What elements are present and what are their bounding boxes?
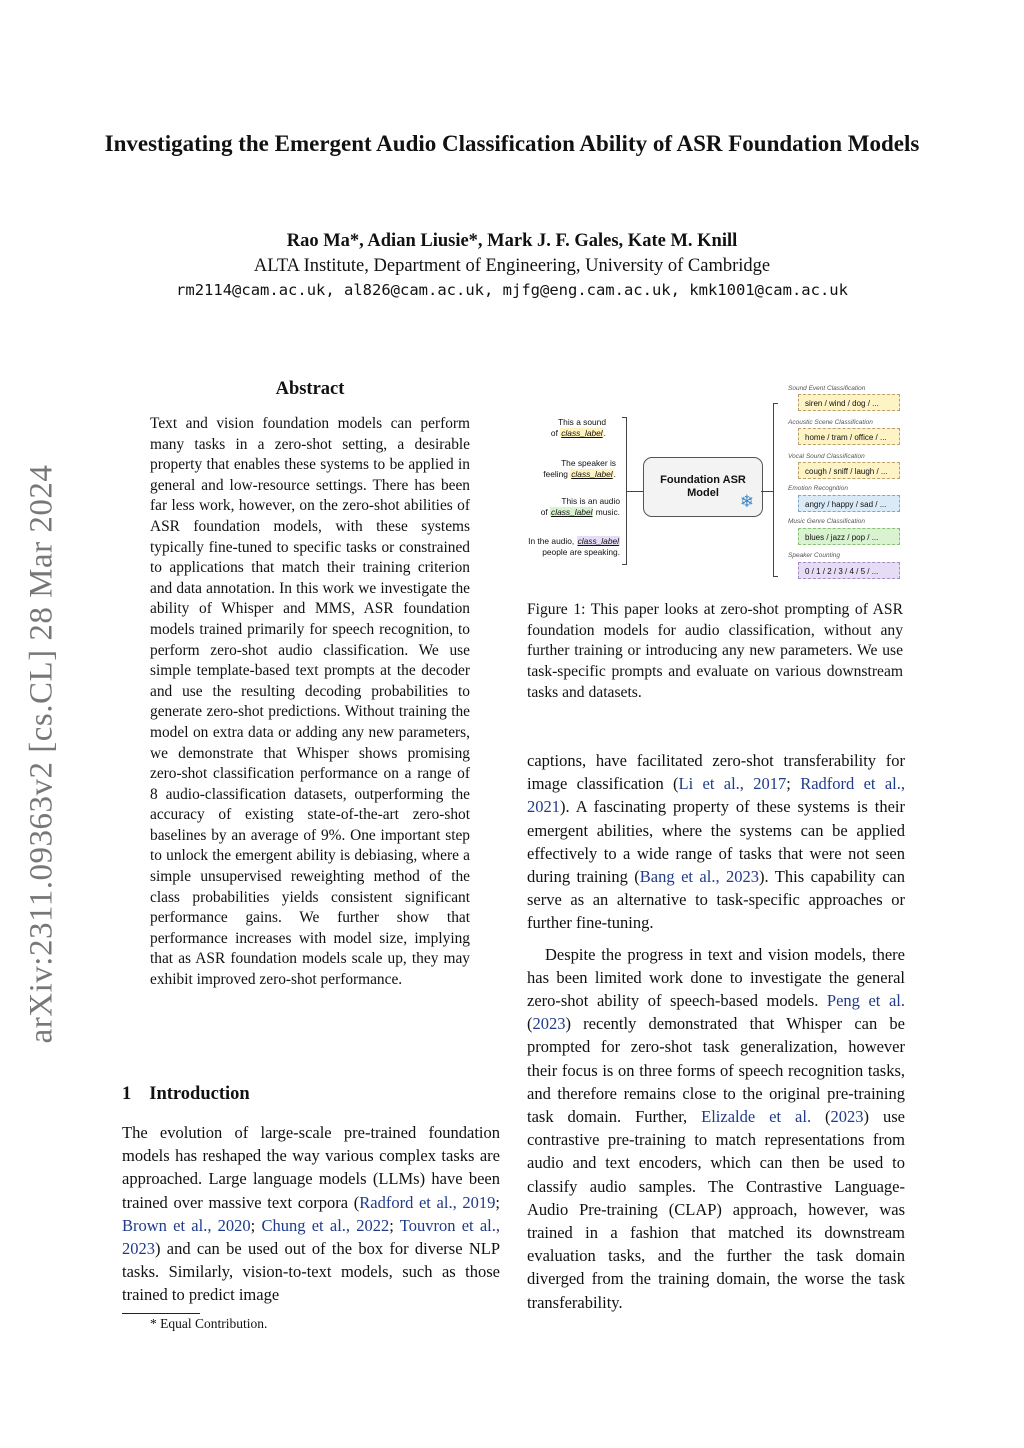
prompt-line: This is an audio xyxy=(561,496,620,506)
text-run: The evolution of large-scale pre-trained foundation models has reshaped the way various complex tasks are approached. Large language models (LLMs) have been trained over massive text corpora ( xyxy=(122,1123,500,1212)
paragraph xyxy=(527,943,905,1314)
citation-link[interactable]: 2023 xyxy=(830,1107,864,1127)
section-number: 1 xyxy=(122,1084,132,1104)
prompt-line: music. xyxy=(593,506,620,517)
citation-link[interactable]: Brown et al., 2020 xyxy=(122,1215,251,1235)
class-label-highlight: class_label xyxy=(571,468,613,479)
prompt-line: In the audio, xyxy=(528,536,577,546)
prompt-line: This a sound xyxy=(558,417,606,427)
prompt-line: feeling xyxy=(543,468,571,479)
text-run: ) use contrastive pre-training to match representations from audio and text encoders, which can then be used to classify audio samples. The Contrastive Language-Audio Pre-training (CLAP) approach, however, was trained in a fashion that matched its downstream evaluation tasks, and the further the task domain diverged from the training domain, the worse the task transferability. xyxy=(527,1107,906,1312)
citation-link[interactable]: 2023 xyxy=(532,1014,566,1034)
author-list: Rao Ma*, Adian Liusie*, Mark J. F. Gales, Kate M. Knill xyxy=(286,231,738,251)
text-run: ( xyxy=(527,1014,533,1034)
prompt-line: people are speaking. xyxy=(542,546,620,557)
prompt-line: . xyxy=(613,468,616,479)
citation-link[interactable]: Li et al., 2017 xyxy=(678,774,787,794)
class-label-highlight: class_label xyxy=(561,427,603,438)
task-name: Music Genre Classification xyxy=(788,518,865,525)
text-run: ; xyxy=(786,774,801,794)
arxiv-stamp-text: arXiv:2311.09363v2 [cs.CL] 28 Mar 2024 xyxy=(23,464,60,1044)
citation-link[interactable]: Radford et al., 2021 xyxy=(527,774,905,817)
prompt-line: The speaker is xyxy=(561,458,616,468)
text-run: ; xyxy=(250,1215,262,1235)
prompt-line: of xyxy=(540,506,551,517)
citation-link[interactable]: Chung et al., 2022 xyxy=(261,1215,390,1235)
task-labels-box: home / tram / office / ... xyxy=(798,428,900,445)
citation-link[interactable]: Radford et al., 2019 xyxy=(359,1192,496,1212)
text-run: ) and can be used out of the box for diverse NLP tasks. Similarly, vision-to-text models, such as those trained to predict image xyxy=(122,1239,500,1305)
foundation-model-box xyxy=(643,457,763,517)
snowflake-icon: ❄ xyxy=(739,492,754,511)
citation-link[interactable]: Bang et al., 2023 xyxy=(639,867,760,887)
task-labels-box: angry / happy / sad / ... xyxy=(798,495,900,512)
text-run: ; xyxy=(389,1215,400,1235)
right-column-text xyxy=(527,749,905,1314)
text-run: ) recently demonstrated that Whisper can be prompted for zero-shot task generalization, however their focus is on three forms of speech recognition tasks, and therefore remains close to the original pre-training task domain. Further, xyxy=(527,1014,905,1127)
task-labels-box: 0 / 1 / 2 / 3 / 4 / 5 / ... xyxy=(798,562,900,579)
section-title: Introduction xyxy=(149,1084,250,1104)
task-bracket xyxy=(773,403,778,577)
class-label-highlight: class_label xyxy=(577,536,619,546)
arxiv-stamp xyxy=(12,454,72,1054)
prompt-line: . xyxy=(603,427,606,438)
text-run: ( xyxy=(811,1107,831,1127)
paper-title: Investigating the Emergent Audio Classification Ability of ASR Foundation Models xyxy=(104,131,920,156)
prompt-text xyxy=(528,417,606,438)
figure-caption: Figure 1: This paper looks at zero-shot prompting of ASR foundation models for audio classification, without any further training or introducing any new parameters. We use task-specific prompts and evaluate on various downstream tasks and datasets. xyxy=(527,601,903,701)
citation-link[interactable]: Peng et al. xyxy=(826,991,905,1011)
citation-link[interactable]: Elizalde et al. xyxy=(701,1107,812,1127)
task-name: Speaker Counting xyxy=(788,552,841,559)
text-run: ). A fascinating property of these systems is their emergent abilities, where the systems can be applied effectively to a wide range of tasks that were not seen during training ( xyxy=(527,797,905,887)
paragraph xyxy=(527,749,905,935)
text-run: ). This capability can serve as an alternative to task-specific approaches or further fine-tuning. xyxy=(527,867,905,933)
author-emails: rm2114@cam.ac.uk, al826@cam.ac.uk, mjfg@eng.cam.ac.uk, kmk1001@cam.ac.uk xyxy=(176,281,848,299)
prompt-text xyxy=(528,536,620,557)
model-label: Model xyxy=(687,487,719,499)
footnote-rule xyxy=(122,1313,200,1314)
prompt-line: of xyxy=(550,427,561,438)
model-label: Foundation ASR xyxy=(660,474,746,486)
section-heading-introduction xyxy=(122,1084,250,1105)
task-name: Acoustic Scene Classification xyxy=(788,419,873,426)
task-labels-box: siren / wind / dog / ... xyxy=(798,394,900,411)
task-labels-box: blues / jazz / pop / ... xyxy=(798,528,900,545)
introduction-paragraph xyxy=(122,1121,500,1307)
text-run: ; xyxy=(495,1192,500,1212)
connector-line xyxy=(626,491,643,492)
text-run: Despite the progress in text and vision models, there has been limited work done to investigate the general zero-shot ability of speech-based models. xyxy=(527,944,905,1011)
figure-1 xyxy=(528,381,908,591)
citation-link[interactable]: Touvron et al., 2023 xyxy=(122,1215,500,1259)
connector-line xyxy=(761,491,773,492)
abstract-heading: Abstract xyxy=(275,379,345,399)
task-name: Vocal Sound Classification xyxy=(788,453,865,460)
affiliation: ALTA Institute, Department of Engineering, University of Cambridge xyxy=(253,256,771,276)
prompt-text xyxy=(528,458,616,479)
text-run: captions, have facilitated zero-shot transferability for image classification ( xyxy=(527,751,905,794)
task-labels-box: cough / sniff / laugh / ... xyxy=(798,462,900,479)
class-label-highlight: class_label xyxy=(551,506,593,517)
abstract-text: Text and vision foundation models can perform many tasks in a zero-shot setting, a desirable property that enables these systems to be applied in general and low-resource settings. There has been far less work, however, on the zero-shot abilities of ASR foundation models, with these systems typically fine-tuned to specific tasks or constrained to applications that match their training criterion and data annotation. In this work we investigate the ability of Whisper and MMS, ASR foundation models trained primarily for speech recognition, to perform zero-shot audio classification. We use simple template-based text prompts at the decoder and use the resulting decoding probabilities to generate zero-shot predictions. Without training the model on extra data or adding any new parameters, we demonstrate that Whisper shows promising zero-shot classification performance on a range of 8 audio-classification datasets, outperforming the accuracy of existing state-of-the-art zero-shot baselines by an average of 9%. One important step to unlock the emergent ability is debiasing, where a simple unsupervised reweighting method of the class probabilities yields consistent significant performance gains. We further show that performance increases with model size, implying that as ASR foundation models scale up, they may exhibit improved zero-shot performance. xyxy=(150,415,470,989)
task-name: Sound Event Classification xyxy=(788,385,866,392)
footnote: * Equal Contribution. xyxy=(150,1316,268,1331)
task-name: Emotion Recognition xyxy=(788,485,848,492)
prompt-text xyxy=(528,496,620,517)
